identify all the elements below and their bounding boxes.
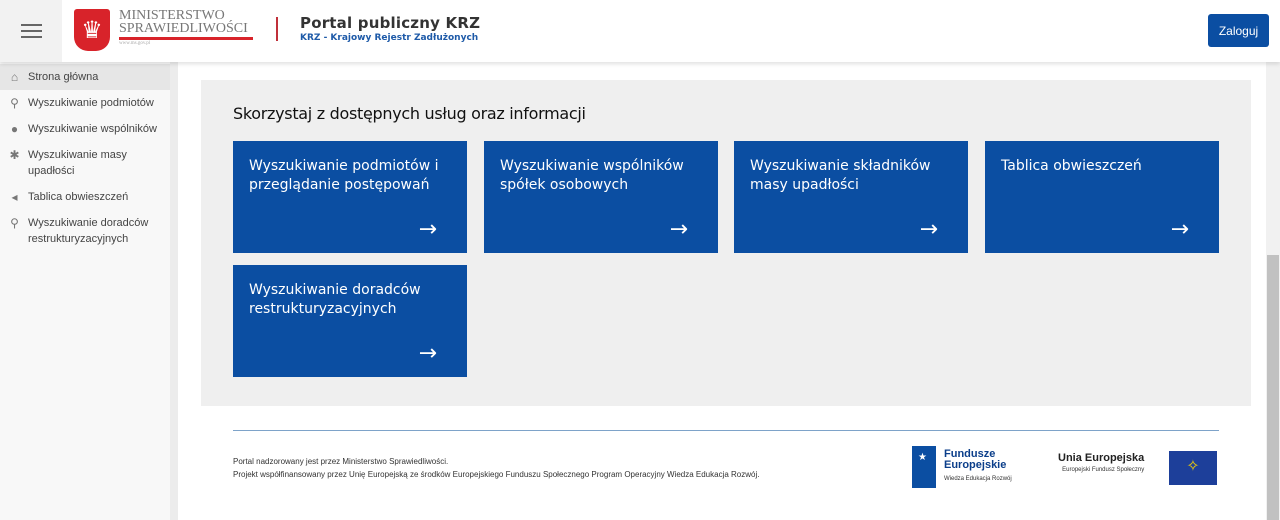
fe-flag-icon (912, 446, 936, 488)
eu-logo-text (1058, 452, 1144, 473)
tile-partner-search[interactable] (484, 141, 718, 253)
tile-notices[interactable] (985, 141, 1219, 253)
tile-label: Tablica obwieszczeń (1001, 158, 1142, 174)
footer-divider (233, 430, 1219, 431)
footer-line1: Portal nadzorowany jest przez Ministerstwo Sprawiedliwości. (233, 457, 449, 466)
sidebar-item-entity-search[interactable] (0, 90, 170, 116)
fe-title1: Fundusze (944, 448, 996, 460)
portal-subtitle: KRZ - Krajowy Rejestr Zadłużonych (300, 33, 479, 43)
gear-icon: ✱ (9, 148, 20, 162)
home-icon: ⌂ (10, 70, 19, 84)
fundusze-europejskie-logo (912, 446, 1012, 488)
fe-title2: Europejskie (944, 459, 1007, 471)
services-heading: Skorzystaj z dostępnych usług oraz informacji (233, 104, 586, 123)
logo-url: www.ms.gov.pl (119, 41, 151, 46)
user-icon: ● (10, 122, 19, 136)
logo-line1: MINISTERSTWO (119, 8, 225, 23)
header (0, 0, 1280, 62)
tile-label: Wyszukiwanie składników masy upadłości (750, 158, 931, 193)
megaphone-icon: ◂ (11, 190, 18, 204)
hamburger-menu-button[interactable] (0, 0, 62, 62)
ministry-logo[interactable] (74, 9, 253, 51)
sidebar-item-notices[interactable] (0, 184, 170, 210)
sidebar-item-label: Wyszukiwanie podmiotów (28, 97, 154, 109)
ue-title: Unia Europejska (1058, 452, 1145, 464)
sidebar-item-label: Wyszukiwanie doradców restrukturyzacyjnych (28, 217, 149, 245)
ue-subtitle: Europejski Fundusz Społeczny (1062, 467, 1145, 473)
page-scrollbar[interactable] (1266, 62, 1280, 520)
footer-line2: Projekt współfinansowany przez Unię Europejską ze środków Europejskiego Funduszu Społecznego Program Operacyjny Wiedza Edukacja Rozwój. (233, 470, 760, 479)
arrow-right-icon: → (919, 217, 938, 242)
eu-flag-icon: ✧ (1169, 451, 1217, 485)
scrollbar-thumb[interactable] (1267, 255, 1279, 520)
fe-subtitle: Wiedza Edukacja Rozwój (944, 476, 1012, 482)
sidebar-item-label: Wyszukiwanie masy upadłości (28, 149, 127, 177)
tile-estate-search[interactable] (734, 141, 968, 253)
sidebar (0, 62, 178, 520)
eagle-emblem-icon: ♛ (74, 9, 110, 51)
divider (276, 17, 278, 41)
tile-entity-search[interactable] (233, 141, 467, 253)
sidebar-item-label: Tablica obwieszczeń (28, 191, 129, 203)
user-search-icon: ⚲ (10, 96, 19, 110)
arrow-right-icon: → (1170, 217, 1189, 242)
tile-label: Wyszukiwanie podmiotów i przeglądanie postępowań (249, 158, 439, 193)
arrow-right-icon: → (418, 341, 437, 366)
sidebar-item-label: Wyszukiwanie wspólników (28, 123, 157, 135)
login-button[interactable]: Zaloguj (1208, 14, 1269, 47)
sidebar-item-home[interactable] (0, 64, 170, 90)
logo-line2: SPRAWIEDLIWOŚCI (119, 21, 248, 36)
tile-label: Wyszukiwanie wspólników spółek osobowych (500, 158, 684, 193)
sidebar-item-bankruptcy-estate-search[interactable] (0, 142, 170, 184)
portal-title: Portal publiczny KRZ (300, 14, 481, 32)
footer-text (233, 455, 759, 481)
sidebar-item-advisor-search[interactable] (0, 210, 170, 252)
arrow-right-icon: → (669, 217, 688, 242)
tile-label: Wyszukiwanie doradców restrukturyzacyjnych (249, 282, 421, 317)
services-panel (201, 80, 1251, 406)
arrow-right-icon: → (418, 217, 437, 242)
sidebar-item-label: Strona główna (28, 71, 99, 83)
user-search-icon: ⚲ (10, 216, 19, 230)
tile-advisor-search[interactable] (233, 265, 467, 377)
sidebar-item-partner-search[interactable] (0, 116, 170, 142)
